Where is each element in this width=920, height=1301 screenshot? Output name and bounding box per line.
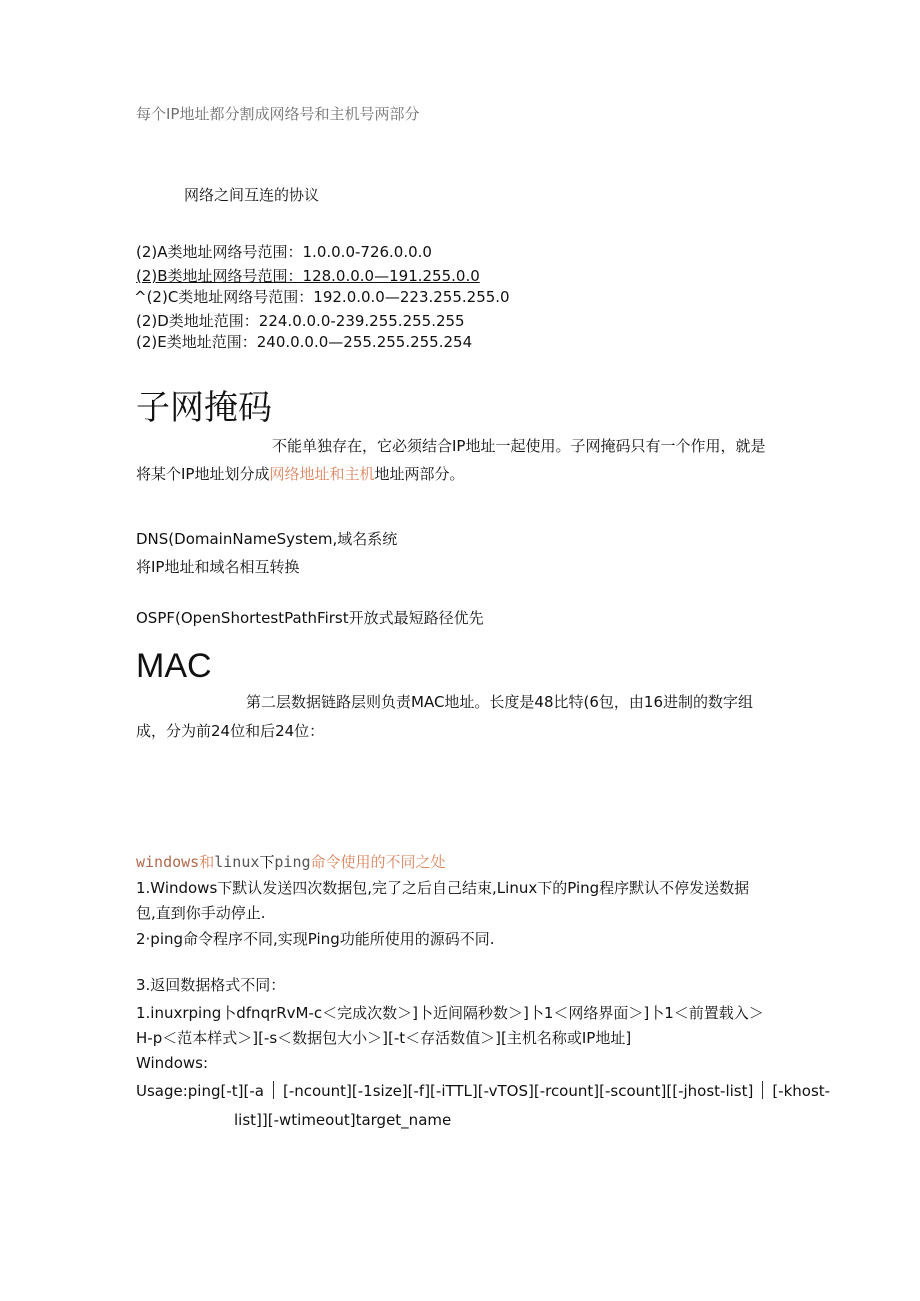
subnet-para-line2 <box>136 464 465 484</box>
usage-part-b: [-ncount][-1size][-f][-iTTL][-vTOS][-rcount][-scount][[-jhost-list] <box>282 1082 754 1100</box>
ping-title-under: 下 <box>259 853 275 871</box>
mac-heading: MAC <box>136 647 212 685</box>
dns-line1: DNS(DomainNameSystem,域名系统 <box>136 530 398 548</box>
dns-line2: 将IP地址和域名相互转换 <box>136 558 300 576</box>
class-d-range: (2)D类地址范围：224.0.0.0-239.255.255.255 <box>136 312 465 330</box>
mac-para-line1: 第二层数据链路层则负责MAC地址。长度是48比特(6包，由16进制的数字组 <box>246 693 753 711</box>
class-b-range: (2)B类地址网络号范围：128.0.0.0—191.255.0.0 <box>136 267 480 285</box>
ip-split-note: 每个IP地址都分割成网络号和主机号两部分 <box>136 105 420 123</box>
ping-item1-line2: 包,直到你手动停止. <box>136 904 266 922</box>
ping-item1-line1: 1.Windows下默认发送四次数据包,完了之后自己结束,Linux下的Ping程序默认不停发送数据 <box>136 879 750 897</box>
usage-part-c: [-khost- <box>772 1082 831 1100</box>
windows-usage-line2: list]][-wtimeout]target_name <box>234 1111 452 1129</box>
ip-protocol-note: 网络之间互连的协议 <box>184 186 320 204</box>
subnet-para-line1: 不能单独存在，它必须结合IP地址一起使用。子网掩码只有一个作用，就是 <box>272 437 766 455</box>
mac-para-line2: 成，分为前24位和后24位： <box>136 722 325 740</box>
ping-title-windows: windows <box>136 853 200 871</box>
class-a-range: (2)A类地址网络号范围：1.0.0.0-726.0.0.0 <box>136 243 432 261</box>
usage-sep-1 <box>273 1081 274 1099</box>
ping-title-linux: linux <box>214 853 260 871</box>
ping-title-ping: ping <box>274 853 311 871</box>
subnet-text-c: 地址两部分。 <box>374 465 465 483</box>
windows-label: Windows: <box>136 1054 209 1072</box>
class-e-range: (2)E类地址范围：240.0.0.0—255.255.255.254 <box>136 333 473 351</box>
windows-usage-line1 <box>136 1081 830 1101</box>
subnet-heading: 子网掩码 <box>136 388 272 428</box>
usage-part-a: Usage:ping[-t][-a <box>136 1082 264 1100</box>
ping-title <box>136 852 446 872</box>
ping-title-diff: 命令使用的不同之处 <box>310 853 446 871</box>
ping-item2: 2·ping命令程序不同,实现Ping功能所使用的源码不同. <box>136 930 495 948</box>
linux-syntax-line1: 1.inuxrping卜dfnqrRvM-c＜完成次数＞]卜近间隔秒数＞]卜1＜网络界面＞]卜1＜前置载入＞ <box>136 1004 764 1022</box>
usage-sep-2 <box>762 1081 763 1099</box>
linux-syntax-line2: H-p＜范本样式＞][-s＜数据包大小＞][-t＜存活数值＞][主机名称或IP地址] <box>136 1029 632 1047</box>
ping-item3: 3.返回数据格式不同： <box>136 976 286 994</box>
subnet-highlight: 网络地址和主机 <box>269 465 375 483</box>
ospf-line: OSPF(OpenShortestPathFirst开放式最短路径优先 <box>136 609 484 627</box>
subnet-text-a: 将某个IP地址划分成 <box>136 465 270 483</box>
ping-title-and: 和 <box>199 853 215 871</box>
class-c-range: ^(2)C类地址网络号范围：192.0.0.0—223.255.255.0 <box>134 288 510 306</box>
